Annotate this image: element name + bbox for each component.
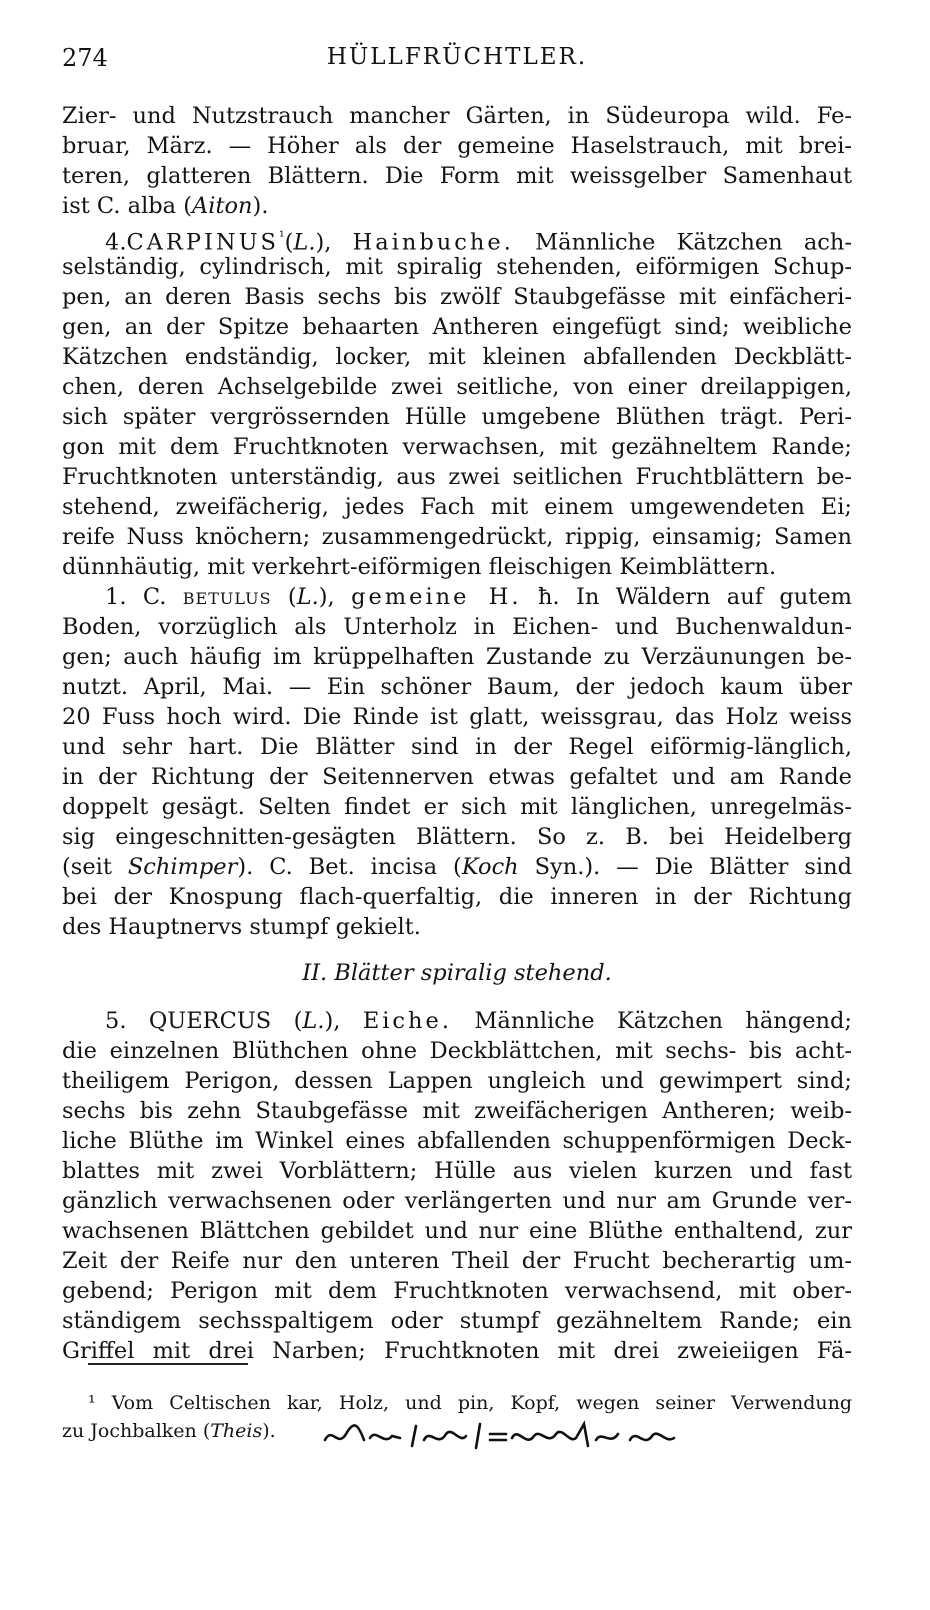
common-name: Hainbuche. [352,229,514,256]
text-line: gen, an der Spitze behaarten Antheren eingefügt sind; weibliche [62,314,852,340]
text-line: gon mit dem Fruchtknoten verwachsen, mit gezähneltem Rande; [62,434,852,460]
text-line: wachsenen Blättchen gebildet und nur eine Blüthe enthaltend, zur [62,1218,852,1244]
text-line: chen, deren Achselgebilde zwei seitliche, von einer dreilappigen, [62,374,852,400]
text-line: die einzelnen Blüthchen ohne Deckblättchen, mit sechs- bis acht- [62,1038,852,1064]
author-citation: Aiton [192,193,253,219]
text-line: ständigem sechsspaltigem oder stumpf gezähneltem Rande; ein [62,1308,852,1334]
footnote-divider [88,1363,248,1365]
text-line: selständig, cylindrisch, mit spiralig stehenden, eiförmigen Schup- [62,254,852,280]
text-line: gebend; Perigon mit dem Fruchtknoten verwachsend, mit ober- [62,1278,852,1304]
text-line: sich später vergrössernden Hülle umgebene Blüthen trägt. Peri- [62,404,852,430]
text-line: Kätzchen endständig, locker, mit kleinen abfallenden Deckblätt- [62,344,852,370]
page-number: 274 [62,44,108,72]
footnote-marker: ¹ [278,229,285,245]
text-line: bruar, März. — Höher als der gemeine Haselstrauch, mit brei- [62,133,852,159]
text-line: 20 Fuss hoch wird. Die Rinde ist glatt, weissgrau, das Holz weiss [62,704,852,730]
common-name: Eiche. [362,1008,452,1034]
text-line: doppelt gesägt. Selten findet er sich mit länglichen, unregelmäs- [62,794,852,820]
running-title: HÜLLFRÜCHTLER. [326,44,588,70]
text-line: bei der Knospung flach-querfaltig, die inneren in der Richtung [62,884,852,910]
text-line: gen; auch häufig im krüppelhaften Zustande zu Verzäunungen be- [62,644,852,670]
text-line: des Hauptnervs stumpf gekielt. [62,914,421,940]
genus-name: CARPINUS [126,229,279,256]
text-line: sechs bis zehn Staubgefässe mit zweifächerigen Antheren; weib- [62,1098,852,1124]
text-line: Fruchtknoten unterständig, aus zwei seitlichen Fruchtblättern be- [62,464,852,490]
footnote-line: zu Jochbalken (Theis). [62,1420,276,1442]
footnote-line: ¹ Vom Celtischen kar, Holz, und pin, Kopf, wegen seiner Verwendung [88,1392,852,1414]
text-line: Zier- und Nutzstrauch mancher Gärten, in Südeuropa wild. Fe- [62,103,852,129]
text-line: gänzlich verwachsenen oder verlängerten und nur am Grunde ver- [62,1188,852,1214]
genus-carpinus-entry: $4.CARPINUS^{^1}(L.)$, Hainbuche. Männliche Kätzchen ach- [105,229,852,256]
text-line: stehend, zweifächerig, jedes Fach mit einem umgewendeten Ei; [62,494,852,520]
section-heading: II. Blätter spiralig stehend. [302,960,612,986]
text-line: (seit Schimper). C. Bet. incisa (Koch Syn.). — Die Blätter sind [62,854,852,880]
text-line: reife Nuss knöchern; zusammengedrückt, rippig, einsamig; Samen [62,524,852,550]
text-line: in der Richtung der Seitennerven etwas gefaltet und am Rande [62,764,852,790]
genus-quercus-entry: 5. QUERCUS (L.), Eiche. Männliche Kätzchen hängend; [105,1008,852,1034]
text-line: teren, glatteren Blättern. Die Form mit weissgelber Samenhaut [62,163,852,189]
text-line: sig eingeschnitten-gesägten Blättern. So z. B. bei Heidelberg [62,824,852,850]
text-line: Boden, vorzüglich als Unterholz in Eichen- und Buchenwaldun- [62,614,852,640]
text-line: Zeit der Reife nur den unteren Theil der Frucht becherartig um- [62,1248,852,1274]
text-line: ist C. alba (Aiton). [62,193,269,219]
text-line: blattes mit zwei Vorblättern; Hülle aus vielen kurzen und fast [62,1158,852,1184]
handwritten-annotation [320,1418,720,1454]
text-line: liche Blüthe im Winkel eines abfallenden schuppenförmigen Deck- [62,1128,852,1154]
text-line: und sehr hart. Die Blätter sind in der Regel eiförmig-länglich, [62,734,852,760]
text-line: dünnhäutig, mit verkehrt-eiförmigen fleischigen Keimblättern. [62,554,777,580]
species-betulus-entry: 1. C. betulus (L.), gemeine H. ħ. In Wäldern auf gutem [105,584,852,610]
species-name: betulus [182,584,272,610]
page-header [62,44,852,78]
text-line: pen, an deren Basis sechs bis zwölf Staubgefässe mit einfächeri- [62,284,852,310]
text-line: Griffel mit drei Narben; Fruchtknoten mit drei zweieiigen Fä- [62,1338,852,1364]
text-line: theiligem Perigon, dessen Lappen ungleich und gewimpert sind; [62,1068,852,1094]
text-line: nutzt. April, Mai. — Ein schöner Baum, der jedoch kaum über [62,674,852,700]
common-name: gemeine H. [351,584,522,610]
